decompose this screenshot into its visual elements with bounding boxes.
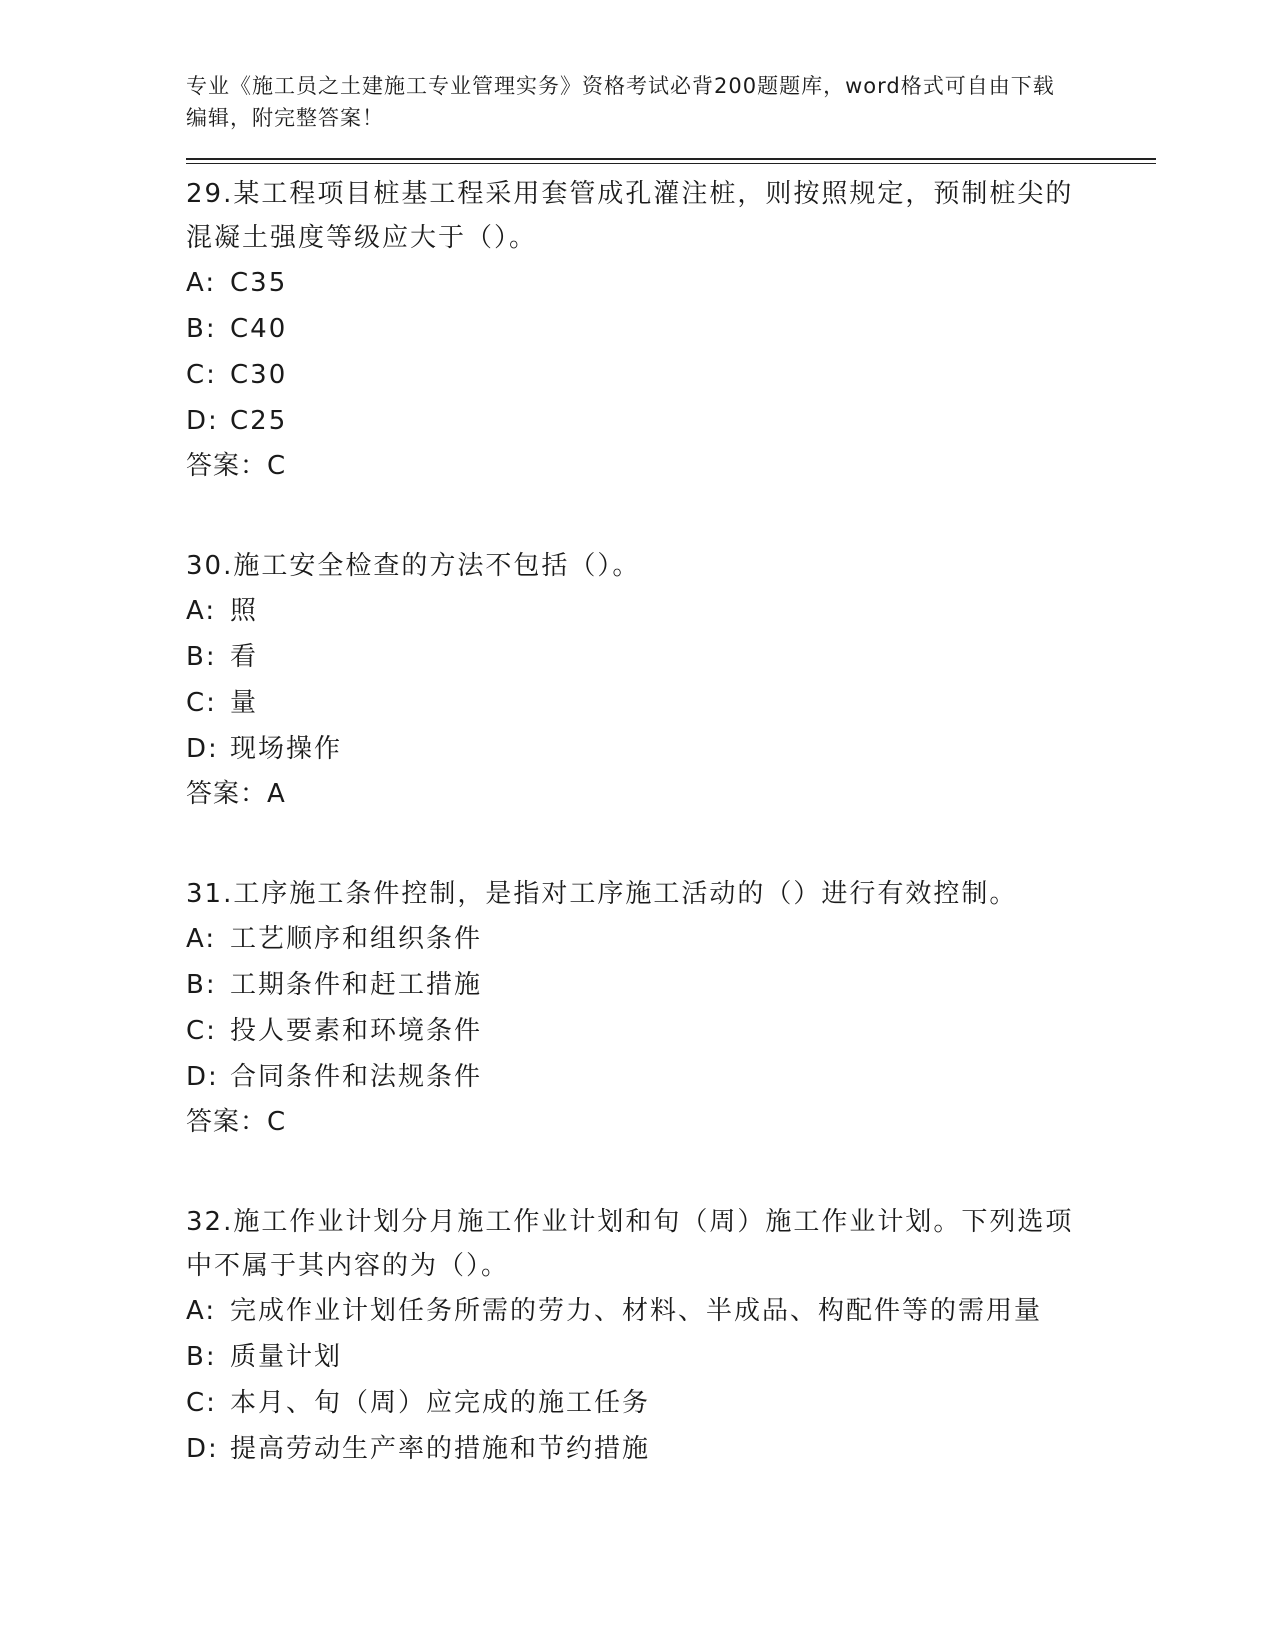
question-31 [186, 872, 1156, 1144]
option-c [186, 1008, 1156, 1054]
option-text: 看 [230, 642, 259, 672]
option-letter: B: [186, 642, 217, 672]
option-letter: C: [186, 688, 217, 718]
option-letter: A: [186, 268, 217, 298]
option-letter: A: [186, 1296, 217, 1326]
document-header: 专业《施工员之土建施工专业管理实务》资格考试必背200题题库，word格式可自由下载编辑，附完整答案！ [186, 74, 1055, 130]
question-stem: 31.工序施工条件控制，是指对工序施工活动的（）进行有效控制。 [186, 879, 1018, 909]
option-letter: B: [186, 970, 217, 1000]
answer-line: 答案：C [186, 451, 287, 481]
option-text: C35 [230, 268, 288, 298]
option-d [186, 1054, 1156, 1100]
question-spacer [186, 1144, 1156, 1200]
option-text: C40 [230, 314, 288, 344]
option-c [186, 680, 1156, 726]
option-letter: D: [186, 734, 219, 764]
option-letter: C: [186, 1016, 217, 1046]
option-b [186, 1334, 1156, 1380]
option-d [186, 1426, 1156, 1472]
option-b [186, 962, 1156, 1008]
option-letter: C: [186, 1388, 217, 1418]
option-letter: D: [186, 406, 219, 436]
option-c [186, 352, 1156, 398]
option-text: 完成作业计划任务所需的劳力、材料、半成品、构配件等的需用量 [230, 1296, 1043, 1326]
question-stem: 32.施工作业计划分月施工作业计划和旬（周）施工作业计划。下列选项中不属于其内容的为（）。 [186, 1207, 1074, 1281]
option-text: C30 [230, 360, 288, 390]
question-stem: 30.施工安全检查的方法不包括（）。 [186, 551, 641, 581]
question-29 [186, 172, 1156, 488]
option-text: 投人要素和环境条件 [230, 1016, 483, 1046]
option-text: 本月、旬（周）应完成的施工任务 [230, 1388, 651, 1418]
option-text: 提高劳动生产率的措施和节约措施 [230, 1434, 651, 1464]
option-a [186, 916, 1156, 962]
question-stem: 29.某工程项目桩基工程采用套管成孔灌注桩，则按照规定，预制桩尖的混凝土强度等级应大于（）。 [186, 179, 1074, 253]
option-text: 质量计划 [230, 1342, 343, 1372]
option-d [186, 398, 1156, 444]
option-letter: D: [186, 1062, 219, 1092]
option-letter: B: [186, 1342, 217, 1372]
option-c [186, 1380, 1156, 1426]
question-32 [186, 1200, 1156, 1472]
option-b [186, 634, 1156, 680]
question-spacer [186, 816, 1156, 872]
option-d [186, 726, 1156, 772]
question-spacer [186, 488, 1156, 544]
option-a [186, 588, 1156, 634]
option-text: 工期条件和赶工措施 [230, 970, 483, 1000]
option-letter: C: [186, 360, 217, 390]
header-divider [186, 158, 1156, 164]
answer-line: 答案：A [186, 779, 286, 809]
option-text: 工艺顺序和组织条件 [230, 924, 483, 954]
option-letter: B: [186, 314, 217, 344]
option-text: 合同条件和法规条件 [230, 1062, 483, 1092]
option-text: C25 [230, 406, 288, 436]
option-a [186, 1288, 1156, 1334]
document-page [186, 70, 1156, 1472]
option-text: 照 [230, 596, 259, 626]
answer-line: 答案：C [186, 1107, 287, 1137]
option-letter: A: [186, 596, 217, 626]
option-letter: A: [186, 924, 217, 954]
option-text: 量 [230, 688, 259, 718]
option-a [186, 260, 1156, 306]
option-b [186, 306, 1156, 352]
option-letter: D: [186, 1434, 219, 1464]
question-30 [186, 544, 1156, 816]
option-text: 现场操作 [230, 734, 343, 764]
